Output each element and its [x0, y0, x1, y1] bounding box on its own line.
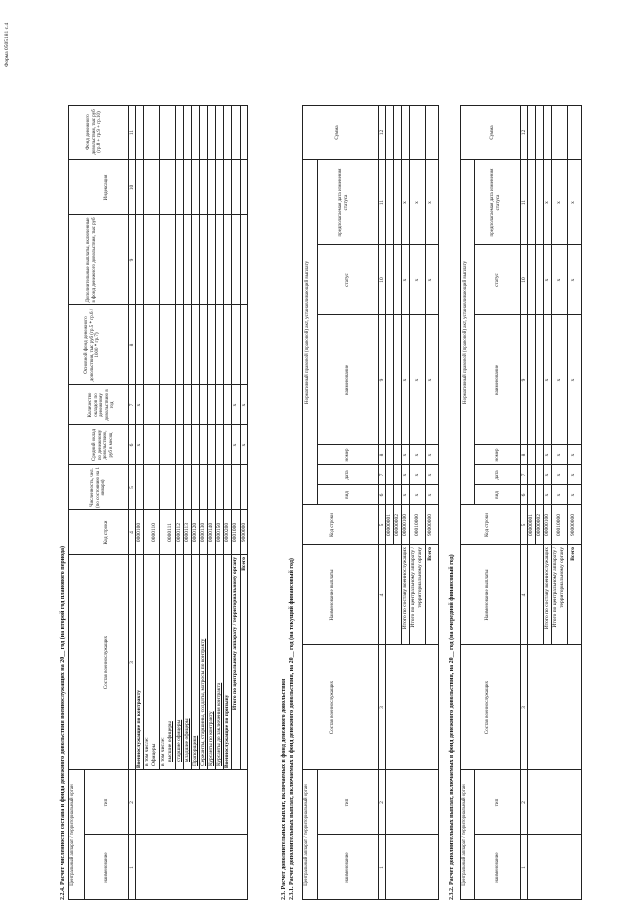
header-type: тип: [345, 798, 350, 807]
header-npa: Нормативный правовой (правовой) акт, устанавливающий выплату: [305, 261, 310, 404]
row-label: Курсанты до заключения контракта: [216, 682, 222, 766]
row-code: 90000000: [427, 514, 433, 536]
header-npa-name: наименование: [495, 364, 500, 396]
col-num: 1: [521, 866, 527, 869]
header-code: Код строки: [485, 513, 490, 537]
row-code: 00000100: [402, 514, 408, 536]
row-label: в том числе:: [144, 737, 150, 766]
row-label: Военнослужащие по контракту: [136, 690, 142, 768]
row-cell: x: [556, 201, 562, 204]
row-cell: x: [414, 473, 420, 477]
col-num: 9: [129, 258, 135, 262]
col-num: 4: [129, 531, 135, 534]
row-code: 0000140: [208, 522, 214, 543]
row-cell: x: [556, 453, 562, 457]
row-code: 00010000: [414, 514, 420, 536]
header-date: дата: [495, 470, 500, 480]
row-code: 00000002: [536, 514, 542, 536]
row-cell: x: [414, 278, 420, 282]
header-amount: Сумма: [335, 125, 340, 140]
header-fund-extra: Дополнительные выплаты, включенные в фонд денежного довольствия, тыс руб: [86, 217, 97, 303]
section-224-title: 2.2.4. Расчет численности состава и фонда денежного довольствия военнослужащих на 20__ год (на второй год планового периода): [60, 545, 66, 900]
row-cell: x: [556, 378, 562, 382]
col-num: 6: [129, 443, 135, 447]
row-cell: x: [414, 201, 420, 204]
row-cell: x: [427, 493, 433, 497]
header-code: Код строки: [330, 513, 335, 537]
row-label: Офицеры: [151, 743, 157, 766]
header-indexation: Индексация: [104, 174, 109, 201]
row-code: 00000002: [394, 514, 400, 536]
section-231-title: 2.3.1. Расчет дополнительных выплат, включаемых в фонд денежного довольствия, на 20__ год (на текущий финансовый год): [289, 558, 295, 900]
col-num: 7: [521, 473, 527, 477]
row-cell: x: [427, 453, 433, 457]
row-cell: x: [402, 473, 408, 477]
row-code: 00000100: [544, 514, 550, 536]
row-label: Всего: [570, 547, 576, 561]
header-npa: Нормативный правовой (правовой) акт, устанавливающий выплату: [463, 261, 468, 404]
col-num: 4: [379, 593, 385, 597]
row-label: Военнослужащие по призыву: [224, 694, 230, 768]
row-cell: x: [402, 453, 408, 457]
header-fund-main: Основной фонд денежного довольствия, тыс руб (гр.5 * гр.6 / 1000 * гр.7): [84, 308, 101, 382]
row-label: Всего: [427, 547, 433, 561]
header-date: дата: [345, 470, 350, 480]
row-cell: x: [402, 378, 408, 382]
header-composition: Состав военнослужащих: [330, 680, 335, 735]
row-cell: x: [402, 278, 408, 282]
row-code: 00010000: [556, 514, 562, 536]
row-code: 0000110: [151, 522, 157, 543]
row-code: 0000130: [200, 522, 206, 543]
row-cell: x: [556, 493, 562, 497]
header-status-date: предполагаемая дата изменения статуса: [338, 168, 349, 237]
section-23-title: 2.3. Расчет дополнительных выплат, включаемых в фонд денежного довольствия: [281, 678, 287, 900]
row-code: 00000001: [386, 514, 392, 536]
row-label: Всего: [241, 557, 247, 571]
header-status: статус: [345, 273, 350, 287]
col-num: 7: [379, 473, 385, 477]
col-num: 11: [379, 199, 385, 206]
row-cell: x: [241, 403, 247, 407]
header-composition: Состав военнослужащих: [485, 680, 490, 735]
row-code: 90000000: [570, 514, 576, 536]
row-cell: x: [556, 473, 562, 477]
header-type: тип: [495, 798, 500, 807]
header-type: тип: [104, 798, 109, 807]
col-num: 7: [129, 403, 135, 407]
row-code: 0000200: [224, 522, 230, 543]
row-cell: x: [570, 493, 576, 497]
row-label: младшие офицеры: [184, 718, 190, 762]
row-cell: x: [544, 201, 550, 204]
header-salaries: Количество окладов по денежному довольствию в год: [88, 389, 116, 421]
header-fund-total: Фонд денежного довольствия, тыс руб (гр.8 + гр.9 + гр.10): [86, 109, 103, 155]
section-232-title: 2.3.2. Расчет дополнительных выплат, включаемых в фонд денежного довольствия, на 20__ год (на очередной финансовый год): [449, 554, 455, 900]
header-avg-pay: Средний оклад по денежному довольствию, руб в месяц: [92, 429, 114, 461]
col-num: 12: [521, 129, 527, 136]
row-cell: x: [414, 453, 420, 457]
row-cell: x: [241, 443, 247, 447]
col-num: 5: [129, 486, 135, 489]
col-num: 2: [521, 801, 527, 804]
col-num: 5: [379, 523, 385, 527]
row-label: Итого по центральному аппарату / территориальному органу: [552, 547, 565, 628]
row-cell: x: [556, 278, 562, 282]
row-label: Итого по центральному аппарату / территориальному органу: [410, 547, 423, 628]
col-num: 3: [521, 706, 527, 709]
row-code: 0000111: [167, 523, 173, 542]
row-cell: x: [427, 473, 433, 477]
form-code: Форма 0505181 с.4: [4, 22, 10, 67]
col-num: 12: [379, 129, 385, 136]
row-cell: x: [414, 493, 420, 497]
header-count: Численность, чел. (по состоянию на 1 января): [90, 467, 107, 508]
col-num: 10: [129, 184, 135, 191]
row-label: Прапорщики: [192, 735, 198, 766]
row-cell: x: [544, 473, 550, 477]
row-cell: x: [427, 378, 433, 382]
row-label: Итого по центральному аппарату / территориальному органу: [232, 557, 238, 711]
col-num: 6: [379, 493, 385, 497]
row-cell: x: [544, 453, 550, 457]
row-label: Сержанты, старшины, солдаты, матросы по контракту: [200, 638, 206, 766]
row-code: 0001000: [232, 522, 238, 543]
row-cell: x: [136, 443, 142, 447]
col-num: 8: [379, 453, 385, 457]
row-cell: x: [570, 473, 576, 477]
row-cell: x: [570, 378, 576, 382]
col-num: 6: [521, 493, 527, 497]
col-num: 2: [129, 801, 135, 804]
row-label: Курсанты по контракту: [208, 711, 214, 766]
row-cell: x: [136, 403, 142, 407]
row-cell: x: [232, 443, 238, 447]
header-number: номер: [345, 448, 350, 462]
header-code: Код строки: [104, 520, 109, 545]
row-cell: x: [402, 493, 408, 497]
row-cell: x: [414, 378, 420, 382]
row-cell: x: [544, 278, 550, 282]
row-cell: x: [402, 201, 408, 204]
row-cell: x: [544, 493, 550, 497]
row-cell: x: [570, 201, 576, 204]
header-kind: вид: [495, 491, 500, 499]
row-cell: x: [570, 453, 576, 457]
header-status-date: предполагаемая дата изменения статуса: [490, 168, 501, 237]
col-num: 5: [521, 523, 527, 527]
row-cell: x: [427, 278, 433, 282]
col-num: 3: [379, 706, 385, 709]
header-payment: Наименование выплаты: [485, 569, 490, 621]
col-num: 11: [129, 129, 135, 136]
row-code: 0000120: [192, 522, 198, 543]
col-num: 4: [521, 593, 527, 597]
col-num: 3: [129, 661, 135, 664]
row-label: в том числе:: [160, 737, 166, 766]
col-num: 2: [379, 801, 385, 804]
col-num: 1: [379, 866, 385, 869]
col-num: 9: [521, 378, 527, 382]
col-num: 8: [129, 343, 135, 347]
row-cell: x: [544, 378, 550, 382]
col-num: 10: [521, 277, 527, 283]
header-amount: Сумма: [490, 125, 495, 140]
row-code: 0000100: [136, 522, 142, 543]
row-label: Итого по составу военнослужащих: [402, 547, 408, 630]
row-cell: x: [570, 278, 576, 282]
col-num: 10: [379, 277, 385, 283]
header-name: наименование: [345, 852, 350, 883]
col-num: 9: [379, 378, 385, 382]
col-num: 8: [521, 453, 527, 457]
row-label: старшие офицеры: [176, 719, 182, 762]
header-composition: Состав военнослужащих: [104, 635, 109, 690]
row-code: 00000001: [528, 514, 534, 536]
header-number: номер: [495, 448, 500, 462]
header-name: наименование: [104, 852, 109, 883]
row-cell: x: [427, 201, 433, 204]
header-org: Центральный аппарат / территориальный орган: [462, 784, 467, 886]
row-code: 0000112: [176, 522, 182, 543]
header-status: статус: [495, 273, 500, 287]
row-code: 0000113: [184, 522, 190, 543]
header-org: Центральный аппарат / территориальный орган: [304, 784, 309, 886]
col-num: 11: [521, 199, 527, 206]
row-code: 0000150: [216, 522, 222, 543]
row-code: 9000000: [241, 522, 247, 543]
header-npa-name: наименование: [345, 364, 350, 396]
col-num: 1: [129, 866, 135, 869]
header-name: наименование: [495, 852, 500, 883]
row-label: высшие офицеры: [167, 721, 173, 762]
header-kind: вид: [345, 491, 350, 499]
row-label: Итого по составу военнослужащих: [544, 547, 550, 630]
header-payment: Наименование выплаты: [330, 569, 335, 621]
row-cell: x: [232, 403, 238, 407]
header-org: Центральный аппарат / территориальный орган: [70, 784, 75, 886]
